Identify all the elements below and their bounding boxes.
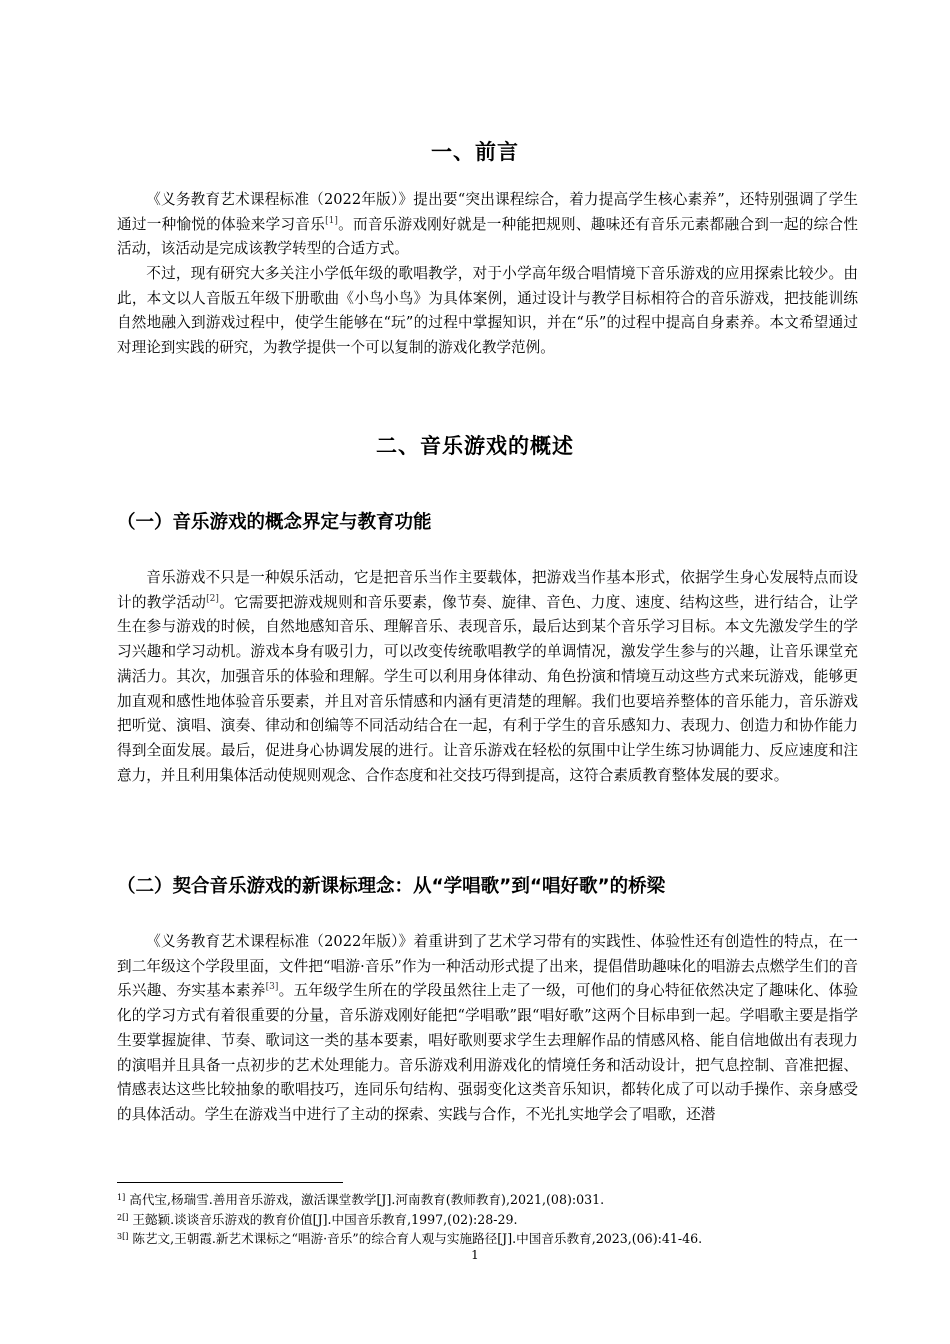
subsection-1-paragraph: [117, 566, 858, 788]
preface-paragraph-2: [117, 262, 858, 361]
subsection-2-text-a: 《义务教育艺术课程标准（2022年版）》着重讲到了艺术学习带有的实践性、体验性还有创造性的特点，在一到二年级这个学段里面，文件把“唱游·音乐”作为一种活动形式提了出来，提倡借助趣味化的唱游去点燃学生们的音乐兴趣、夯实基本素养: [117, 933, 858, 1000]
footnote-1-mark: 1]: [117, 1193, 126, 1202]
preface-p1-text-a: 《义务教育艺术课程标准（2022年版）》提出要“突出课程综合，着力提高学生核心素养”，还特别强调了学生通过一种愉悦的体验来学习音乐: [117, 191, 858, 233]
preface-paragraph-1: [117, 188, 858, 262]
preface-p2-text: 不过，现有研究大多关注小学低年级的歌唱教学，对于小学高年级合唱情境下音乐游戏的应用探索比较少。由此，本文以人音版五年级下册歌曲《小鸟小鸟》为具体案例，通过设计与教学目标相符合的音乐游戏，把技能训练自然地融入到游戏过程中，使学生能够在“玩”的过程中掌握知识，并在“乐”的过程中提高自身素养。本文希望通过对理论到实践的研究，为教学提供一个可以复制的游戏化教学范例。: [117, 265, 858, 357]
subsection-1-text-a: 音乐游戏不只是一种娱乐活动，它是把音乐当作主要载体，把游戏当作基本形式，依据学生身心发展特点而设计的教学活动: [117, 569, 858, 611]
subsection-heading-2: （二）契合音乐游戏的新课标理念：从“学唱歌”到“唱好歌”的桥梁: [117, 876, 666, 897]
subsection-2-paragraph: [117, 930, 858, 1128]
page-number: 1: [471, 1248, 479, 1262]
citation-2[interactable]: [2]: [206, 593, 219, 604]
citation-3[interactable]: [3]: [265, 982, 279, 993]
footnote-2-text: 王懿颖.谈谈音乐游戏的教育价值[J].中国音乐教育,1997,(02):28-29.: [132, 1212, 518, 1227]
footnote-3-text: 陈艺文,王朝霞.新艺术课标之“唱游·音乐”的综合育人观与实施路径[J].中国音乐教育,2023,(06):41-46.: [132, 1231, 703, 1246]
footnote-1: [117, 1190, 858, 1208]
subsection-2-text-b: 。五年级学生所在的学段虽然往上走了一级，可他们的身心特征依然决定了趣味化、体验化的学习方式有着很重要的分量，音乐游戏刚好能把“学唱歌”跟“唱好歌”这两个目标串到一起。学唱歌主要是指学生要掌握旋律、节奏、歌词这一类的基本要素，唱好歌则要求学生去理解作品的情感风格、能自信地做出有表现力的演唱并且具备一点初步的艺术处理能力。音乐游戏利用游戏化的情境任务和活动设计，把气息控制、音准把握、情感表达这些比较抽象的歌唱技巧，连同乐句结构、强弱变化这类音乐知识，都转化成了可以动手操作、亲身感受的具体活动。学生在游戏当中进行了主动的探索、实践与合作，不光扎实地学会了唱歌，还潜: [117, 982, 858, 1123]
citation-1[interactable]: [1]: [325, 215, 338, 226]
section-heading-overview: 二、音乐游戏的概述: [376, 434, 574, 458]
section-heading-preface: 一、前言: [431, 140, 519, 164]
footnote-3: [117, 1229, 858, 1247]
footnote-2: [117, 1210, 858, 1228]
footnote-3-mark: 3[]: [117, 1232, 129, 1241]
preface-p1-text-b: 。而音乐游戏刚好就是一种能把规则、趣味还有音乐元素都融合到一起的综合性活动，该活动是完成该教学转型的合适方式。: [117, 215, 858, 258]
subsection-1-text-b: 。它需要把游戏规则和音乐要素，像节奏、旋律、音色、力度、速度、结构这些，进行结合，让学生在参与游戏的时候，自然地感知音乐、理解音乐、表现音乐，最后达到某个音乐学习目标。本文先激发学生的学习兴趣和学习动机。游戏本身有吸引力，可以改变传统歌唱教学的单调情况，激发学生参与的兴趣，让音乐课堂充满活力。其次，加强音乐的体验和理解。学生可以利用身体律动、角色扮演和情境互动这些方式来玩游戏，能够更加直观和感性地体验音乐要素，并且对音乐情感和内涵有更清楚的理解。我们也要培养整体的音乐能力，音乐游戏把听觉、演唱、演奏、律动和创编等不同活动结合在一起，有利于学生的音乐感知力、表现力、创造力和协作能力得到全面发展。最后，促进身心协调发展的进行。让音乐游戏在轻松的氛围中让学生练习协调能力、反应速度和注意力，并且利用集体活动使规则观念、合作态度和社交技巧得到提高，这符合素质教育整体发展的要求。: [117, 593, 858, 784]
footnote-separator: [117, 1182, 343, 1183]
subsection-heading-1: （一）音乐游戏的概念界定与教育功能: [117, 512, 432, 533]
footnote-1-text: 高代宝,杨瑞雪.善用音乐游戏，激活课堂教学[J].河南教育(教师教育),2021,(08):031.: [129, 1192, 605, 1207]
footnote-2-mark: 2[]: [117, 1213, 129, 1222]
